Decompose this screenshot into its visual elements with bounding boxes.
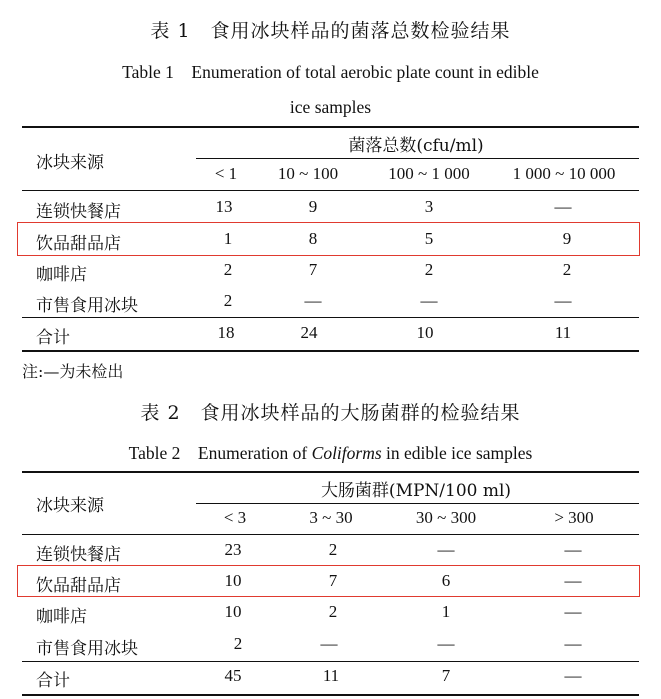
table2-group-rule [196,503,639,504]
table2-row-source: 合计 [36,671,70,691]
table1-cell: 2 [223,260,233,279]
table1-cell: 3 [424,197,434,216]
table2-col-header: 30 ~ 300 [415,508,477,527]
table1-row-source: 市售食用冰块 [36,296,138,316]
table2-group-header: 大肠菌群(MPN/100 ml) [320,481,512,501]
table1-cell: 9 [562,229,572,248]
table1-cell: 2 [562,260,572,279]
table2-col-header: < 3 [223,508,247,527]
table1-row-source: 咖啡店 [36,265,87,285]
table1-cell: 18 [217,323,235,342]
table1-cell: 2 [424,260,434,279]
table2-cell: — [564,634,582,653]
table1-cell: 8 [308,229,318,248]
table1-col-header: < 1 [214,164,238,183]
table1-cell: 7 [308,260,318,279]
table2-caption-en [0,440,661,465]
table1-row-source: 饮品甜品店 [36,234,121,254]
table2-cell: — [437,634,455,653]
table2-row-source: 连锁快餐店 [36,545,121,565]
table2-row-source: 市售食用冰块 [36,639,138,659]
table2-col-header: > 300 [554,508,594,527]
table1-bottom-rule [22,350,639,352]
table2-caption-zh: 表 2 食用冰块样品的大肠菌群的检验结果 [140,402,521,424]
table2-cell: 7 [441,666,451,685]
table2-row-header: 冰块来源 [36,496,104,516]
table2-cell: 11 [322,666,340,685]
table1-header-rule [22,190,639,191]
table1-cell: — [420,291,438,310]
table1-cell: 1 [223,229,233,248]
table2-cell: 45 [224,666,242,685]
table1-row-source: 合计 [36,328,70,348]
table1-row-source: 连锁快餐店 [36,202,121,222]
table1-cell: 2 [223,291,233,310]
table1-cell: 5 [424,229,434,248]
table2-top-rule [22,471,639,473]
table2-caption-en-italic: Coliforms [311,443,382,463]
table1-caption-zh: 表 1 食用冰块样品的菌落总数检验结果 [150,20,511,42]
table2-cell: 1 [441,602,451,621]
table1-col-header: 10 ~ 100 [277,164,339,183]
table1-caption-en-line1: Table 1 Enumeration of total aerobic plate count in edible [122,62,539,82]
table2-cell: — [564,602,582,621]
table1-caption-en-line2: ice samples [289,97,372,117]
table1-cell: 10 [416,323,434,342]
table2-total-rule [22,661,639,662]
table1-col-header: 1 000 ~ 10 000 [512,164,616,183]
table2-cell: — [437,540,455,559]
table2-cell: 10 [224,602,242,621]
table2-cell: — [564,571,582,590]
table2-header-rule [22,534,639,535]
table1-cell: 11 [554,323,572,342]
table2-cell: 2 [328,602,338,621]
table1-top-rule [22,126,639,128]
table2-cell: 10 [224,571,242,590]
table1-row-header: 冰块来源 [36,153,104,173]
table1-col-header: 100 ~ 1 000 [388,164,470,183]
table1-total-rule [22,317,639,318]
table2-bottom-rule [22,694,639,696]
table1-cell: 13 [215,197,233,216]
table2-caption-en-suffix: in edible ice samples [381,443,533,463]
table2-cell: 7 [328,571,338,590]
table2-cell: — [564,666,582,685]
table1-group-rule [196,158,639,159]
table1-note: 注:—为未检出 [22,362,124,381]
table2-cell: 2 [328,540,338,559]
table1-group-header: 菌落总数(cfu/ml) [348,136,484,156]
table2-cell: — [320,634,338,653]
table2-row-source: 饮品甜品店 [36,576,121,596]
table1-cell: 24 [300,323,318,342]
table2-cell: 2 [233,634,243,653]
table1-cell: — [554,197,572,216]
table2-cell: 6 [441,571,451,590]
table2-cell: 23 [224,540,242,559]
table2-cell: — [564,540,582,559]
table2-col-header: 3 ~ 30 [309,508,353,527]
table1-cell: — [304,291,322,310]
table2-row-source: 咖啡店 [36,607,87,627]
table2-caption-en-prefix: Table 2 Enumeration of [128,443,312,463]
table1-cell: 9 [308,197,318,216]
table1-cell: — [554,291,572,310]
